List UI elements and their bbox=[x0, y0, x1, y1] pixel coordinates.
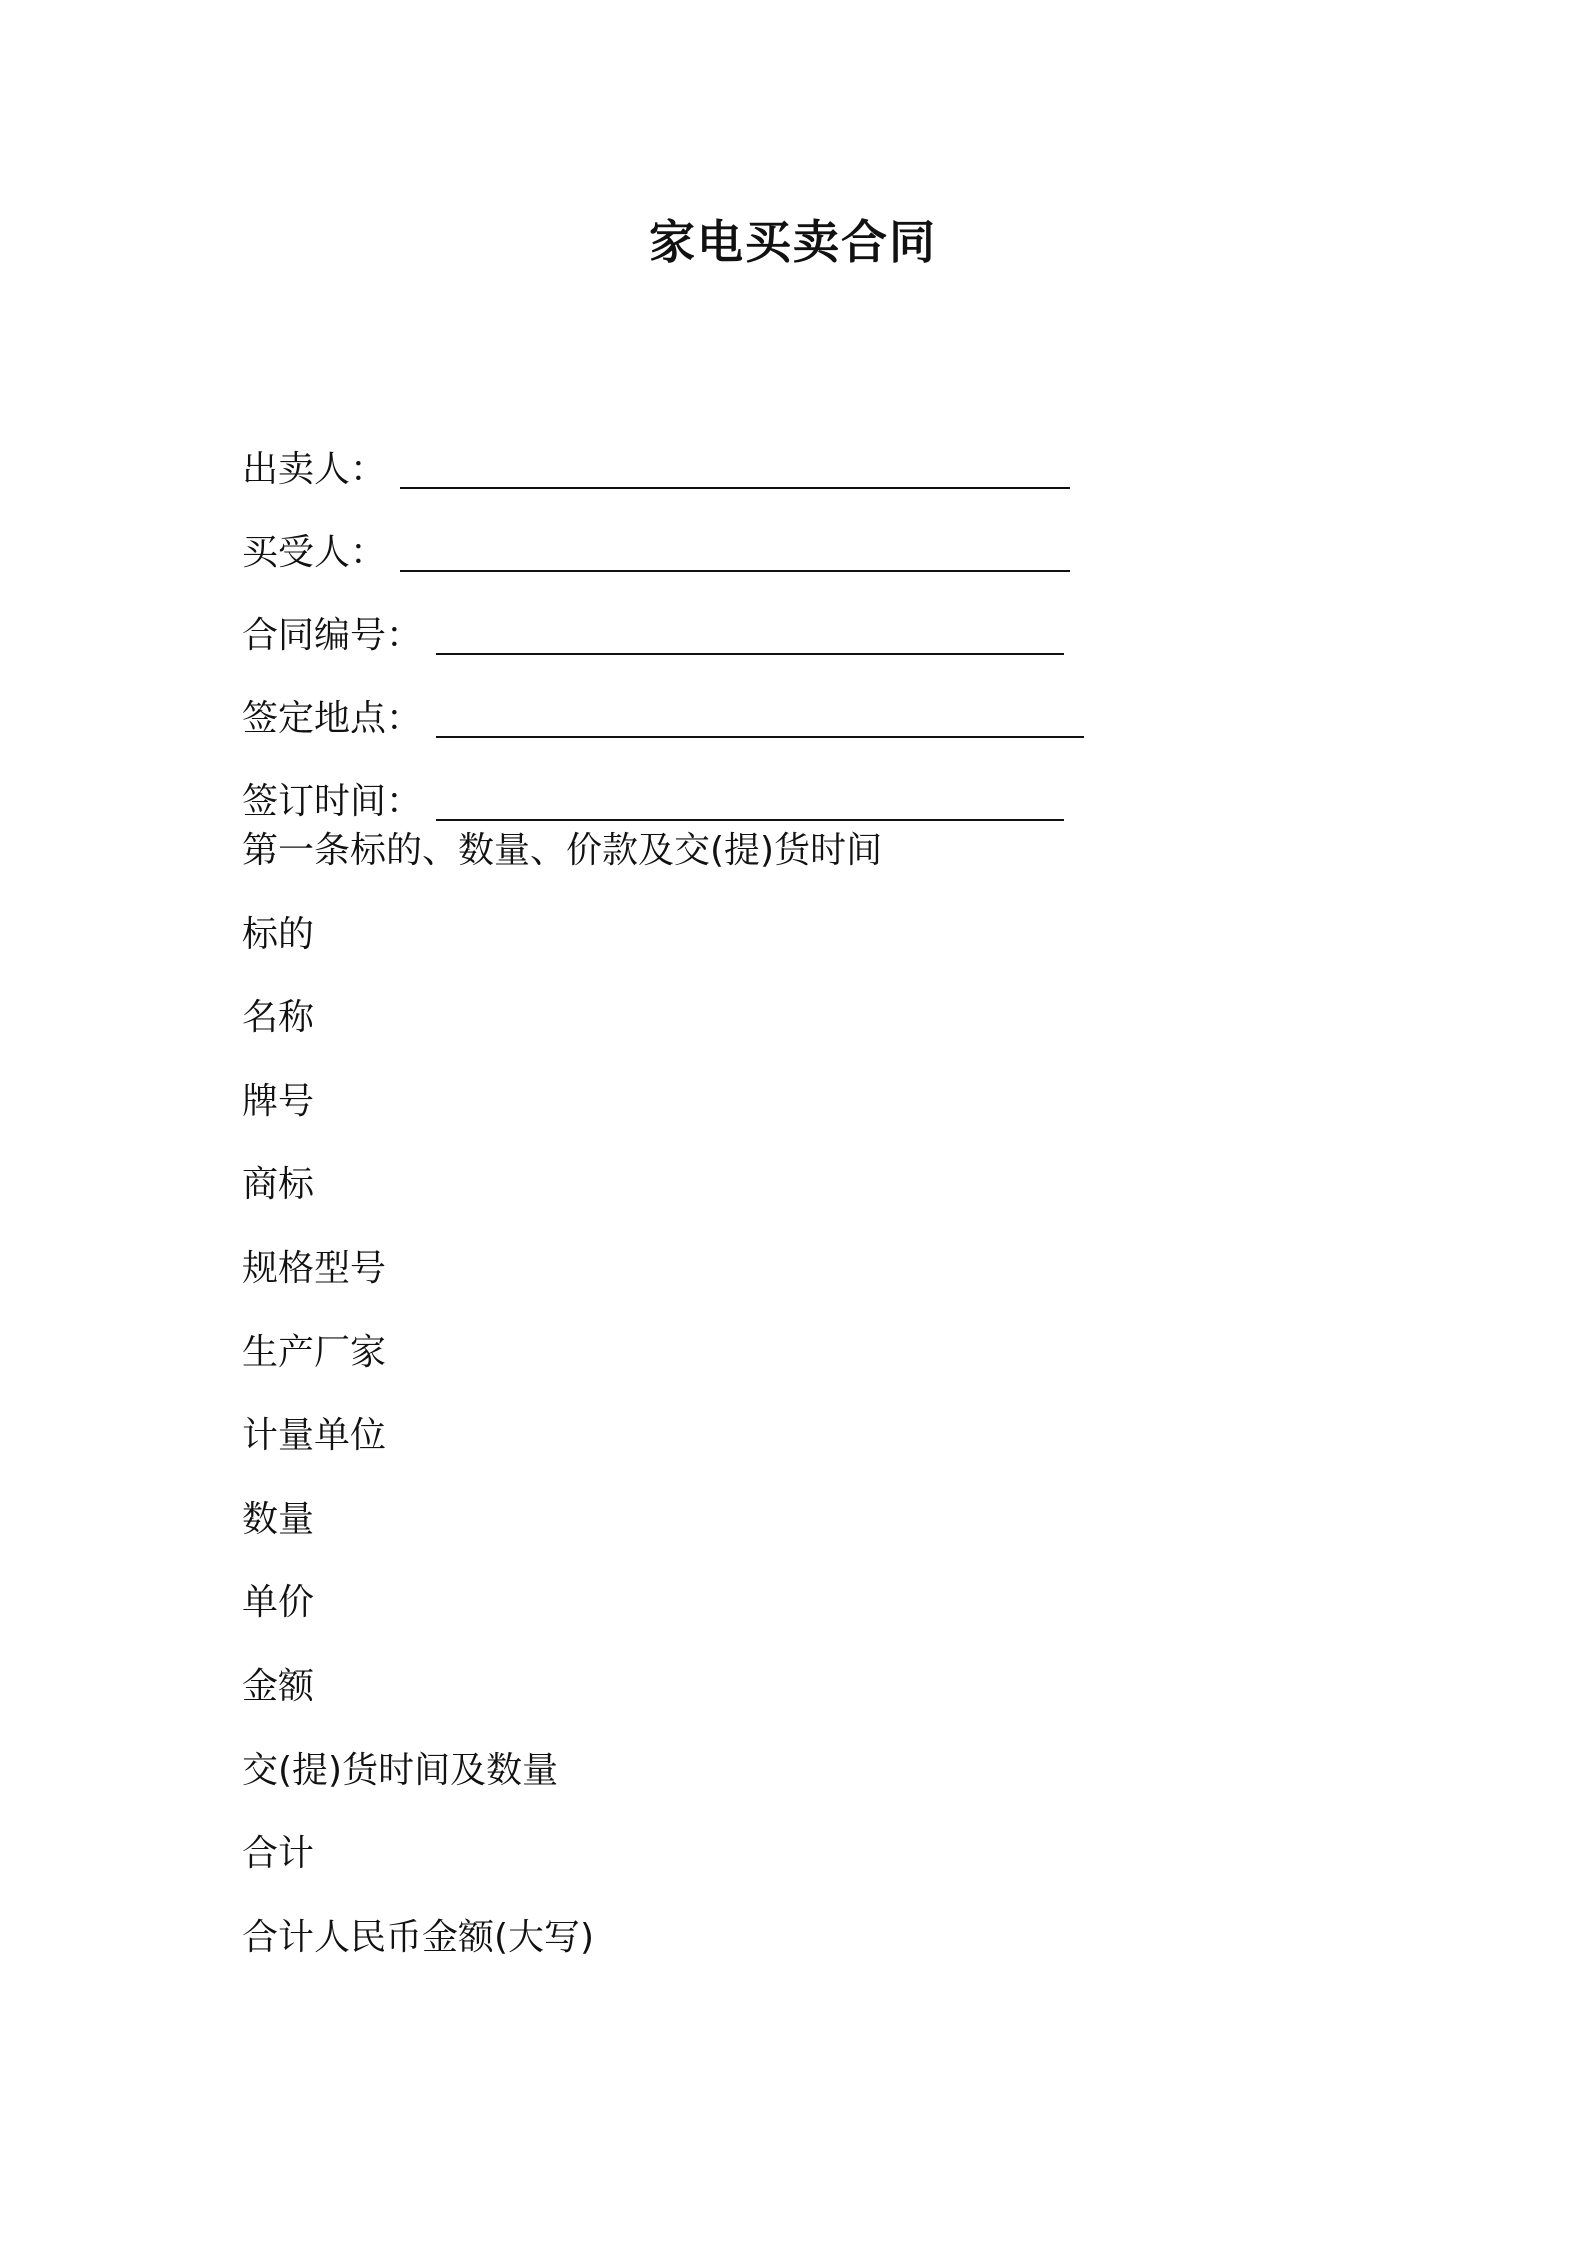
seller-blank-line bbox=[400, 447, 1070, 489]
buyer-blank-line bbox=[400, 530, 1070, 572]
signing-time-label: 签订时间： bbox=[242, 781, 423, 822]
contract-number-blank-line bbox=[436, 613, 1064, 655]
contract-header-fields bbox=[242, 412, 1084, 827]
list-item: 合计人民币金额(大写) bbox=[242, 1916, 595, 1958]
contract-number-label: 合同编号： bbox=[242, 615, 423, 656]
section-heading: 第一条标的、数量、价款及交(提)货时间 bbox=[242, 830, 883, 871]
contract-number-field bbox=[242, 578, 1084, 661]
signing-time-blank-line bbox=[436, 779, 1064, 821]
signing-place-label: 签定地点： bbox=[242, 698, 423, 739]
seller-label: 出卖人： bbox=[242, 449, 387, 490]
list-item: 金额 bbox=[242, 1665, 315, 1707]
list-item: 商标 bbox=[242, 1164, 315, 1206]
signing-place-field bbox=[242, 661, 1084, 744]
list-item: 交(提)货时间及数量 bbox=[242, 1749, 559, 1791]
buyer-label: 买受人： bbox=[242, 532, 387, 573]
list-item: 合计 bbox=[242, 1833, 315, 1875]
list-item: 牌号 bbox=[242, 1080, 315, 1122]
signing-place-blank-line bbox=[436, 696, 1084, 738]
list-item: 计量单位 bbox=[242, 1415, 387, 1457]
list-item: 标的 bbox=[242, 913, 315, 955]
document-title: 家电买卖合同 bbox=[649, 215, 937, 269]
list-item: 数量 bbox=[242, 1498, 315, 1540]
seller-field bbox=[242, 412, 1084, 495]
signing-time-field bbox=[242, 744, 1084, 827]
list-item: 名称 bbox=[242, 997, 315, 1039]
article-one-section bbox=[242, 826, 882, 1996]
list-item: 单价 bbox=[242, 1582, 315, 1624]
buyer-field bbox=[242, 495, 1084, 578]
list-item: 规格型号 bbox=[242, 1247, 387, 1289]
list-item: 生产厂家 bbox=[242, 1331, 387, 1373]
